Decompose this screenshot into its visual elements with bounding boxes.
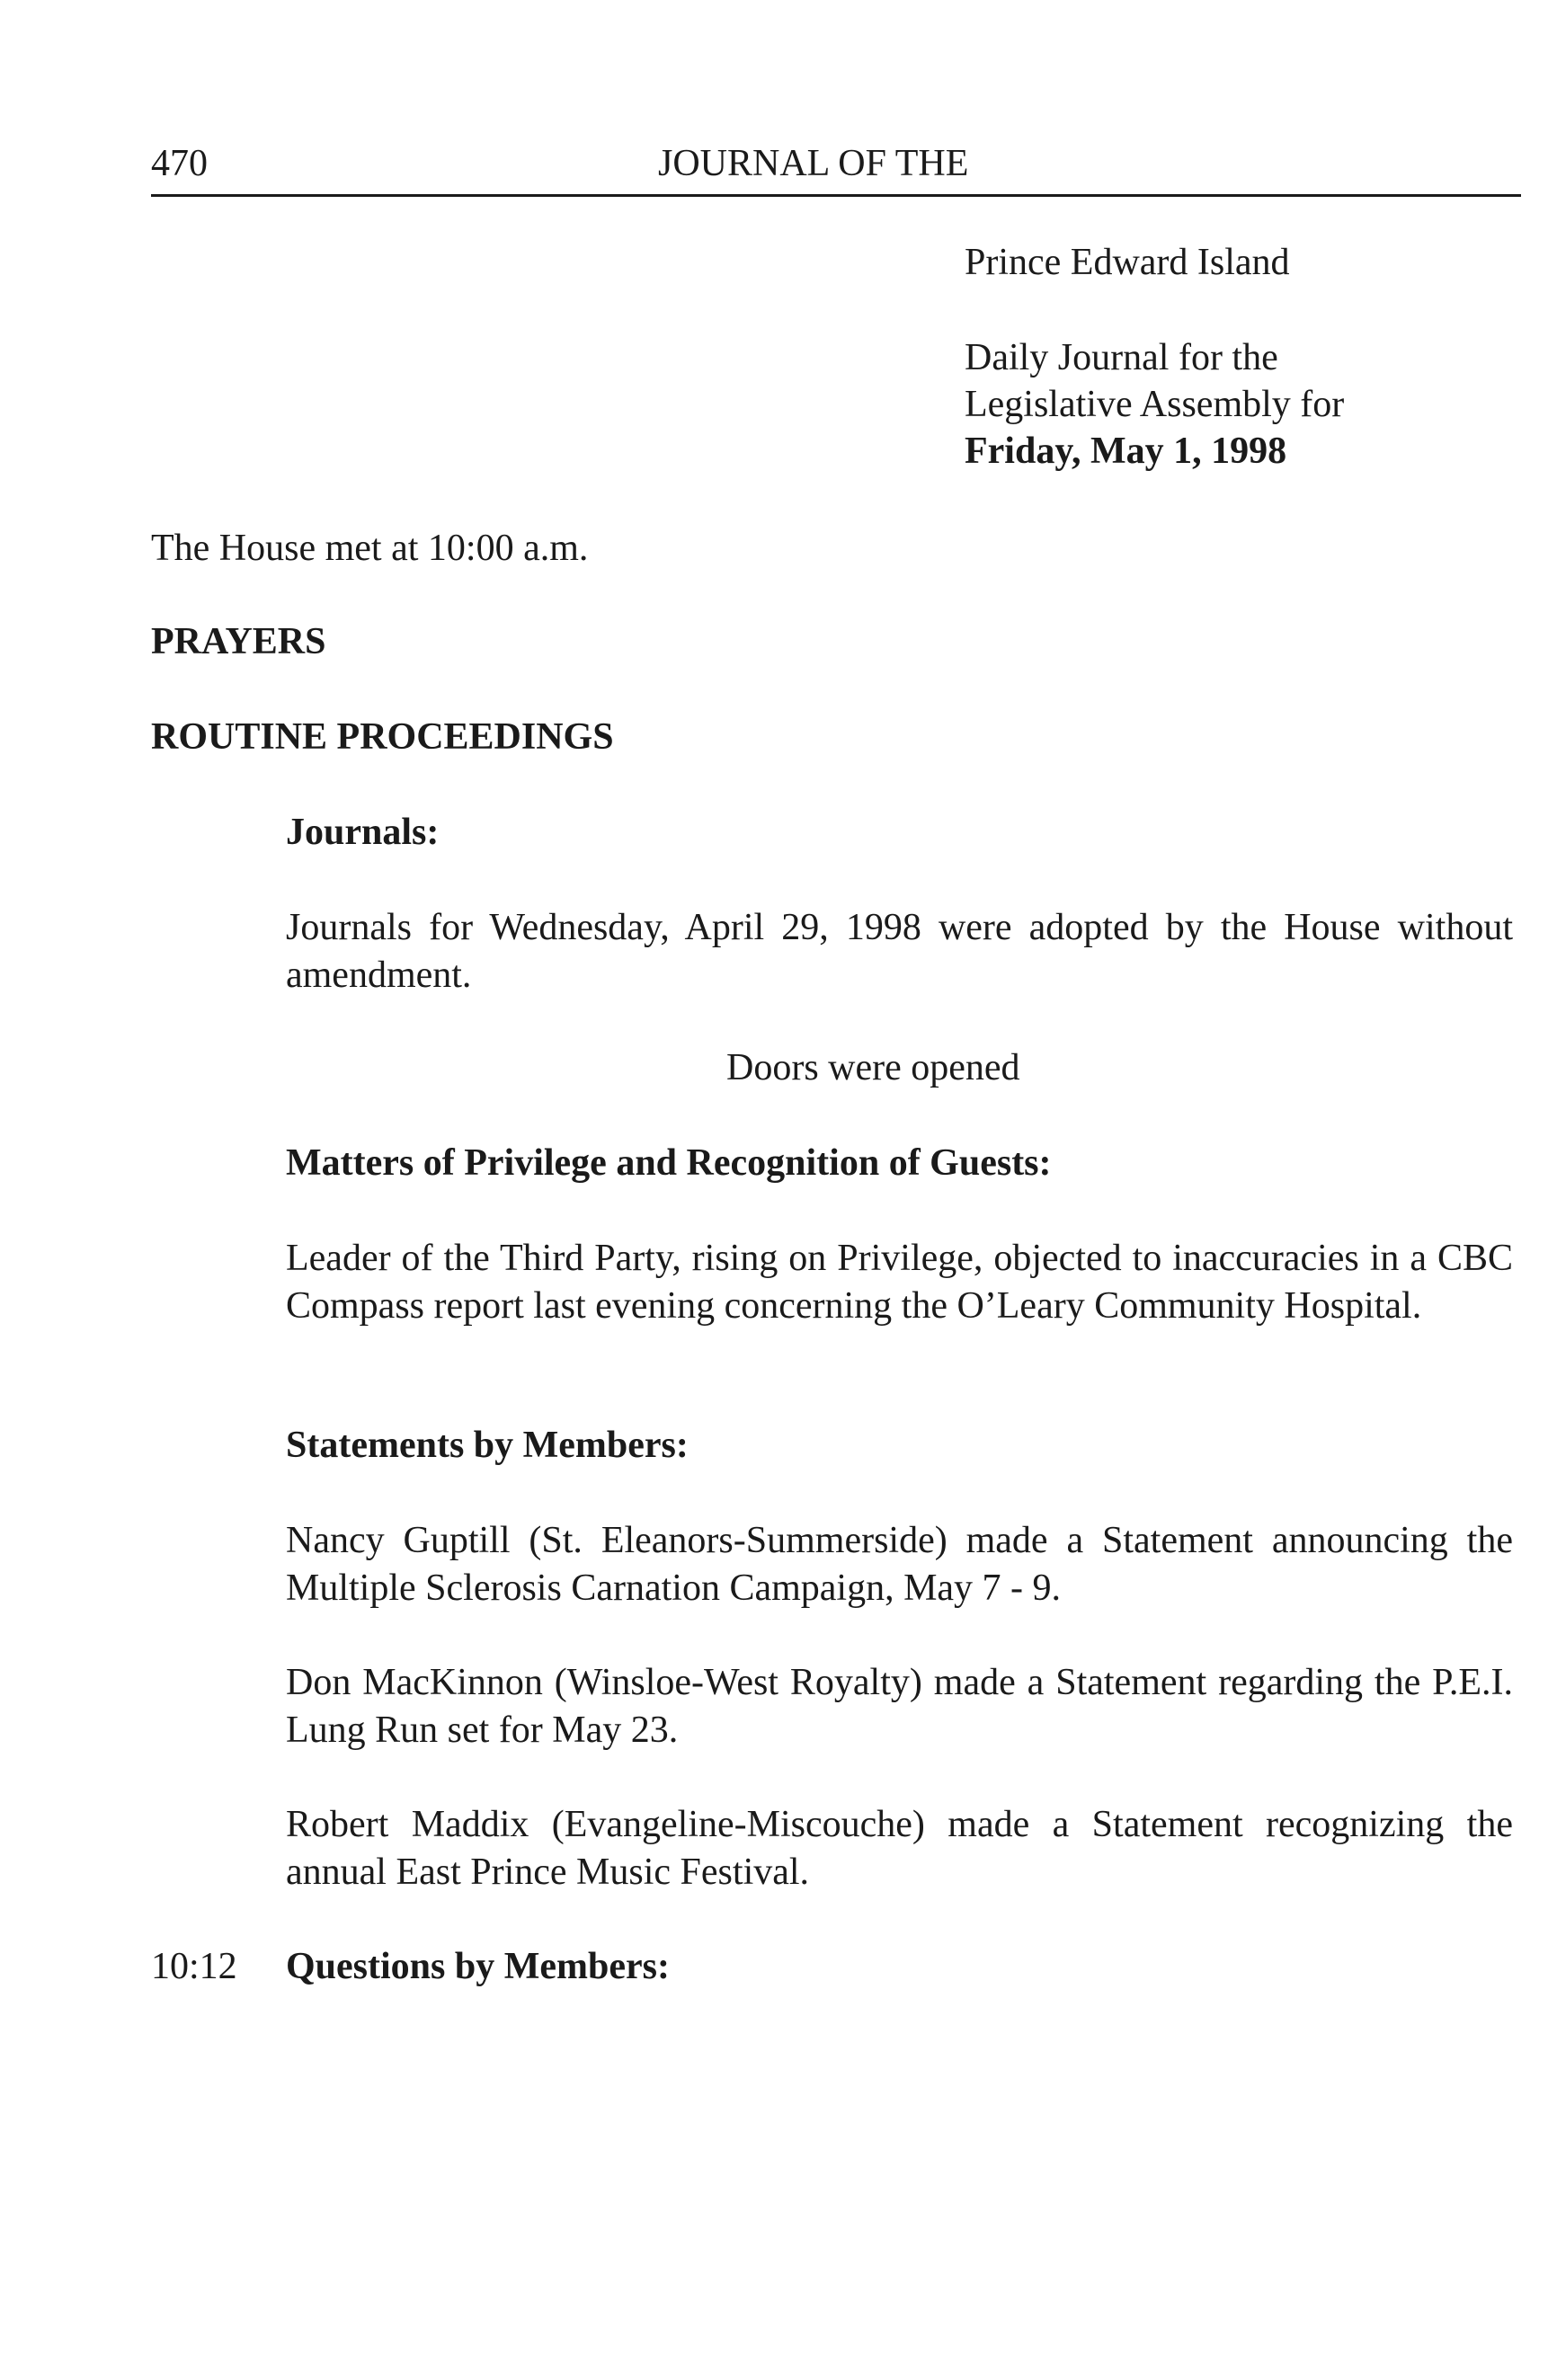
journals-paragraph: Journals for Wednesday, April 29, 1998 were adopted by the House without amendment. [286, 907, 1513, 996]
header-rule [151, 194, 1521, 197]
statement-paragraph: Robert Maddix (Evangeline-Miscouche) made a Statement recognizing the annual East Prince Music Festival. [286, 1804, 1513, 1893]
house-met-line: The House met at 10:00 a.m. [151, 528, 589, 569]
doors-opened-note: Doors were opened [726, 1047, 1020, 1088]
questions-heading: Questions by Members: [286, 1946, 670, 1987]
journal-title-line1: Daily Journal for the [965, 337, 1278, 378]
questions-time: 10:12 [151, 1946, 237, 1987]
journal-date: Friday, May 1, 1998 [965, 431, 1287, 472]
journals-heading: Journals: [286, 812, 440, 853]
privilege-paragraph: Leader of the Third Party, rising on Privilege, objected to inaccuracies in a CBC Compass report last evening concerning the O’Leary Community Hospital. [286, 1238, 1513, 1327]
statement-paragraph: Don MacKinnon (Winsloe-West Royalty) made a Statement regarding the P.E.I. Lung Run set for May 23. [286, 1662, 1513, 1751]
running-head: JOURNAL OF THE [658, 143, 969, 184]
statement-paragraph: Nancy Guptill (St. Eleanors-Summerside) made a Statement announcing the Multiple Sclerosis Carnation Campaign, May 7 - 9. [286, 1520, 1513, 1609]
privilege-heading: Matters of Privilege and Recognition of Guests: [286, 1142, 1052, 1184]
page-number: 470 [151, 143, 208, 184]
journal-title-line2: Legislative Assembly for [965, 384, 1345, 425]
prayers-heading: PRAYERS [151, 621, 326, 662]
routine-proceedings-heading: ROUTINE PROCEEDINGS [151, 716, 614, 758]
province-name: Prince Edward Island [965, 242, 1290, 283]
statements-heading: Statements by Members: [286, 1425, 689, 1466]
